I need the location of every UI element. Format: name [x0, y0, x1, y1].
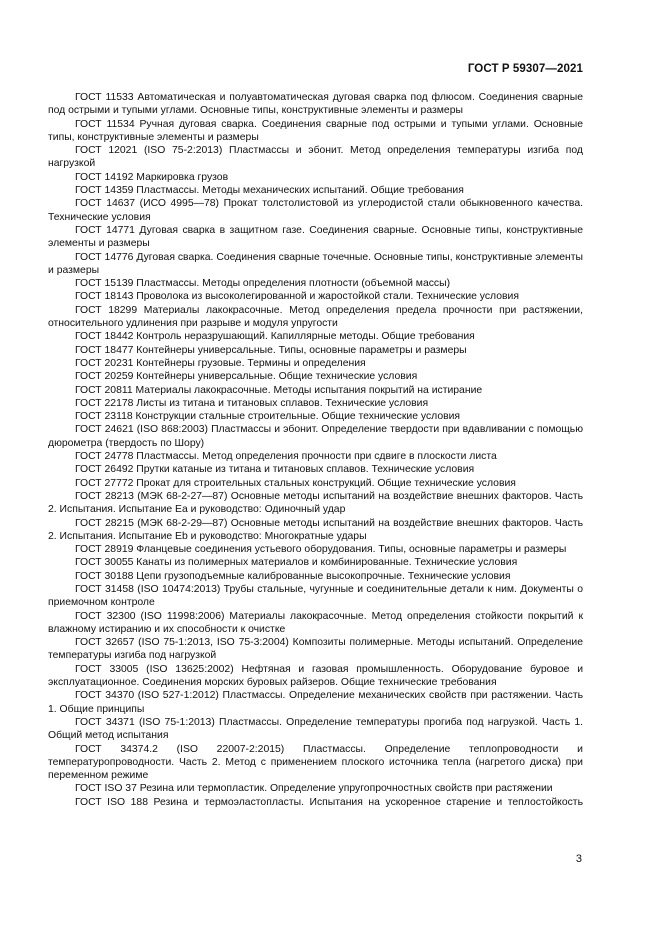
reference-entry: ГОСТ 28215 (МЭК 68-2-29—87) Основные методы испытаний на воздействие внешних факторов. Часть 2. Испытания. Испытание Еb и руководство: Многократные удары [48, 517, 583, 542]
reference-entry: ГОСТ 32300 (ISO 11998:2006) Материалы лакокрасочные. Метод определения стойкости покрытий к влажному истиранию и их способности к очистке [48, 610, 583, 635]
reference-entry: ГОСТ 14637 (ИСО 4995—78) Прокат толстолистовой из углеродистой стали обыкновенного качества. Технические условия [48, 198, 583, 223]
reference-entry: ГОСТ 18143 Проволока из высоколегированной и жаростойкой стали. Технические условия [75, 291, 519, 303]
reference-entry: ГОСТ 18477 Контейнеры универсальные. Типы, основные параметры и размеры [75, 344, 467, 356]
reference-entry: ГОСТ 20259 Контейнеры универсальные. Общие технические условия [75, 371, 418, 383]
reference-entry: ГОСТ 27772 Прокат для строительных стальных конструкций. Общие технические условия [75, 477, 516, 489]
reference-entry: ГОСТ 28919 Фланцевые соединения устьевого оборудования. Типы, основные параметры и размеры [75, 544, 567, 556]
reference-entry: ГОСТ 22178 Листы из титана и титановых сплавов. Технические условия [75, 397, 429, 409]
reference-entry: ГОСТ 30055 Канаты из полимерных материалов и комбинированные. Технические условия [75, 557, 518, 569]
reference-entry: ГОСТ 24621 (ISO 868:2003) Пластмассы и эбонит. Определение твердости при вдавливании с помощью дюрометра (твердость по Шору) [48, 424, 583, 449]
reference-entry: ГОСТ 11534 Ручная дуговая сварка. Соединения сварные под острыми и тупыми углами. Основные типы, конструктивные элементы и размеры [48, 118, 583, 143]
reference-entry: ГОСТ 14359 Пластмассы. Методы механических испытаний. Общие требования [75, 185, 464, 197]
reference-entry: ГОСТ 31458 (ISO 10474:2013) Трубы стальные, чугунные и соединительные детали к ним. Документы о приемочном контроле [48, 583, 583, 609]
reference-entry: ГОСТ 11533 Автоматическая и полуавтоматическая дуговая сварка под флюсом. Соединения сварные под острыми и тупыми углами. Основные типы, конструктивные элементы и размеры [48, 92, 583, 117]
page-number: 3 [575, 853, 582, 865]
reference-entry: ГОСТ 26492 Прутки катаные из титана и титановых сплавов. Технические условия [75, 464, 475, 476]
reference-entry: ГОСТ 14771 Дуговая сварка в защитном газе. Соединения сварные. Основные типы, конструктивные элементы и размеры [48, 224, 583, 250]
reference-entry: ГОСТ 30188 Цепи грузоподъемные калиброванные высокопрочные. Технические условия [75, 570, 511, 582]
reference-entry: ГОСТ 18442 Контроль неразрушающий. Капиллярные методы. Общие требования [75, 331, 475, 343]
reference-entry: ГОСТ 14192 Маркировка грузов [75, 171, 229, 183]
normative-references-list [48, 91, 583, 809]
reference-entry: ГОСТ ISO 188 Резина и термоэластопласты. Испытания на ускоренное старение и теплостойкость [75, 796, 583, 808]
document-code-header: ГОСТ Р 59307—2021 [467, 63, 583, 75]
reference-entry: ГОСТ 28213 (МЭК 68-2-27—87) Основные методы испытаний на воздействие внешних факторов. Часть 2. Испытания. Испытание Еа и руководство: Одиночный удар [48, 490, 583, 516]
reference-entry: ГОСТ 20811 Материалы лакокрасочные. Методы испытания покрытий на истирание [75, 384, 483, 396]
reference-entry: ГОСТ ISO 37 Резина или термопластик. Определение упругопрочностных свойств при растяжении [75, 783, 553, 795]
reference-entry: ГОСТ 32657 (ISO 75-1:2013, ISO 75-3:2004) Композиты полимерные. Методы испытаний. Определение температуры изгиба под нагрузкой [48, 637, 583, 662]
reference-entry: ГОСТ 12021 (ISO 75-2:2013) Пластмассы и эбонит. Метод определения температуры изгиба под нагрузкой [48, 145, 583, 170]
reference-entry: ГОСТ 34370 (ISO 527-1:2012) Пластмассы. Определение механических свойств при растяжении. Часть 1. Общие принципы [48, 690, 583, 715]
reference-entry: ГОСТ 34371 (ISO 75-1:2013) Пластмассы. Определение температуры прогиба под нагрузкой. Часть 1. Общий метод испытания [48, 716, 583, 742]
reference-entry: ГОСТ 15139 Пластмассы. Методы определения плотности (объемной массы) [75, 278, 451, 290]
reference-entry: ГОСТ 34374.2 (ISO 22007-2:2015) Пластмассы. Определение теплопроводности и температуропроводности. Часть 2. Метод с применением плоского источника тепла (нагретого диска) при переменном режиме [48, 743, 583, 782]
reference-entry: ГОСТ 33005 (ISO 13625:2002) Нефтяная и газовая промышленность. Оборудование буровое и эксплуатационное. Соединения морских буровых райзеров. Общие технические требования [48, 663, 583, 689]
reference-entry: ГОСТ 23118 Конструкции стальные строительные. Общие технические условия [75, 411, 461, 423]
reference-entry: ГОСТ 20231 Контейнеры грузовые. Термины и определения [75, 357, 366, 369]
reference-entry: ГОСТ 18299 Материалы лакокрасочные. Метод определения предела прочности при растяжении, относительного удлинения при разрыве и модуля упругости [48, 304, 583, 330]
reference-entry: ГОСТ 24778 Пластмассы. Метод определения прочности при сдвиге в плоскости листа [75, 451, 497, 463]
reference-entry: ГОСТ 14776 Дуговая сварка. Соединения сварные точечные. Основные типы, конструктивные элементы и размеры [48, 251, 583, 276]
